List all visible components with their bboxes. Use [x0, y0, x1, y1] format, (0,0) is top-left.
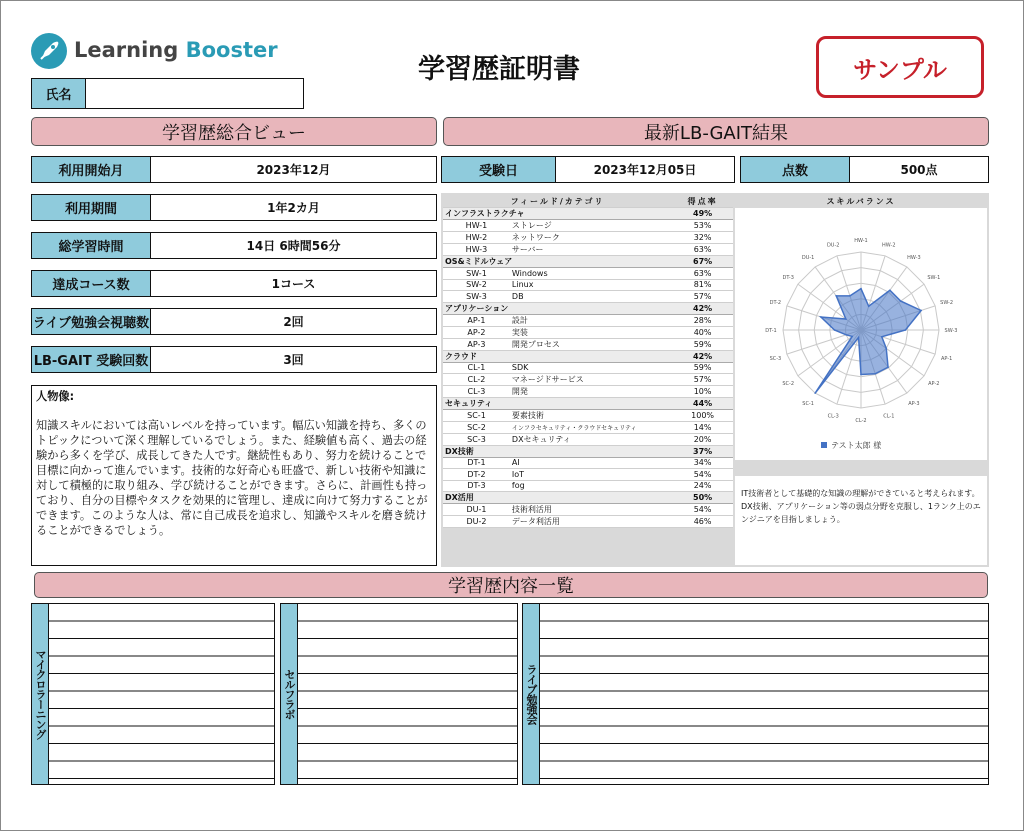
category-row — [443, 445, 733, 457]
item-name: ストレージ — [510, 220, 672, 232]
item-name: マネージドサービス — [510, 374, 672, 386]
radar-axis-label: SC-3 — [769, 355, 782, 362]
category-row — [443, 302, 733, 314]
table-row — [443, 457, 733, 469]
item-code: AP-1 — [443, 314, 510, 326]
score-label: 点数 — [740, 156, 850, 183]
start-month-value: 2023年12月 — [150, 156, 437, 183]
profile-text: 知識スキルにおいては高いレベルを持っています。幅広い知識を持ち、多くのトピックについて深く理解しているでしょう。また、経験値も高く、過去の経験から多くを学び、成長してきた人です。継続性もあり、努力を続けることで目標に向かって進んでいます。技術的な好奇心も旺盛で、新しい技術や知識に対して積極的に取り組み、学び続けることができます。さらに、計画性も持っており、自分の目標やタスクを効果的に管理し、達成に向けて努力することができます。このような人は、常に自己成長を追求し、知識やスキルを磨き続けることができるでしょう。 — [36, 419, 428, 537]
item-code: AP-2 — [443, 326, 510, 338]
item-score: 54% — [672, 469, 733, 481]
table-row — [443, 326, 733, 338]
radar-point — [858, 337, 860, 339]
item-name: 設計 — [510, 314, 672, 326]
item-name: DB — [510, 291, 672, 303]
item-name: AI — [510, 457, 672, 469]
radar-axis-label: CL-3 — [827, 413, 839, 420]
item-score: 40% — [672, 326, 733, 338]
score-value: 500点 — [849, 156, 989, 183]
radar-point — [900, 300, 902, 302]
profile-box — [31, 385, 437, 566]
table-row — [443, 314, 733, 326]
name-value — [85, 78, 304, 109]
item-name: IoT — [510, 469, 672, 481]
selflab-list — [297, 603, 518, 785]
category-name: OS&ミドルウェア — [443, 256, 672, 268]
item-score: 63% — [672, 244, 733, 256]
item-score: 46% — [672, 516, 733, 528]
item-name: DXセキュリティ — [510, 433, 672, 445]
legend-label: テスト太郎 様 — [831, 441, 882, 450]
radar-axis-label: AP-1 — [940, 355, 953, 362]
item-score: 81% — [672, 279, 733, 291]
item-name: ネットワーク — [510, 232, 672, 244]
item-score: 32% — [672, 232, 733, 244]
radar-point — [814, 392, 816, 394]
brand-text-part2: Booster — [185, 38, 278, 62]
radar-axis-label: SC-2 — [782, 380, 795, 387]
item-code: CL-1 — [443, 362, 510, 374]
radar-axis-label: DT-3 — [782, 275, 794, 282]
field-score-table — [443, 196, 733, 528]
item-name: SDK — [510, 362, 672, 374]
table-row — [443, 338, 733, 350]
radar-axis-label: DT-2 — [769, 300, 782, 307]
exam-date-label: 受験日 — [441, 156, 556, 183]
radar-point — [835, 295, 837, 297]
radar-axis-label: SW-2 — [940, 300, 954, 307]
usage-period-label: 利用期間 — [31, 194, 151, 221]
live-study-list — [539, 603, 989, 785]
gait-count-value: 3回 — [150, 346, 437, 373]
item-score: 59% — [672, 362, 733, 374]
table-row — [443, 268, 733, 280]
radar-title: スキルバランス — [826, 197, 896, 206]
radar-axis-label: DU-1 — [801, 255, 815, 262]
live-sessions-value: 2回 — [150, 308, 437, 335]
item-code: SC-3 — [443, 433, 510, 445]
live-study-label: ライブ勉強会 — [522, 603, 540, 785]
category-name: DX技術 — [443, 445, 672, 457]
total-time-value: 14日 6時間56分 — [150, 232, 437, 259]
category-name: アプリケーション — [443, 302, 672, 314]
gait-comment: IT技術者として基礎的な知識の理解ができていると考えられます。DX技術、アプリケーション等の弱点分野を克服し、1ランク上のエンジニアを目指しましょう。 — [735, 476, 987, 565]
radar-point — [834, 329, 836, 331]
category-row — [443, 492, 733, 504]
radar-axis-label: HW-2 — [882, 242, 896, 249]
radar-point — [849, 295, 851, 297]
item-code: SC-1 — [443, 410, 510, 422]
microlearning-label: マイクロラーニング — [31, 603, 49, 785]
radar-axis-label: AP-2 — [928, 380, 940, 387]
radar-point — [885, 348, 887, 350]
radar-axis-label: CL-2 — [855, 418, 867, 424]
item-name: 技術利活用 — [510, 504, 672, 516]
category-score: 44% — [672, 398, 733, 410]
item-code: SC-2 — [443, 422, 510, 434]
radar-svg — [735, 208, 987, 460]
item-score: 14% — [672, 422, 733, 434]
brand-text-part1: Learning — [74, 38, 186, 62]
item-score: 57% — [672, 374, 733, 386]
sample-stamp: サンプル — [816, 36, 984, 98]
radar-chart — [735, 208, 987, 460]
item-code: CL-3 — [443, 386, 510, 398]
microlearning-list — [48, 603, 275, 785]
category-row — [443, 350, 733, 362]
table-row — [443, 433, 733, 445]
table-row — [443, 469, 733, 481]
radar-axis-label: SW-3 — [944, 328, 958, 334]
table-row — [443, 362, 733, 374]
item-score: 28% — [672, 314, 733, 326]
item-name: Windows — [510, 268, 672, 280]
item-name: Linux — [510, 279, 672, 291]
profile-title: 人物像: — [36, 390, 75, 403]
category-score: 49% — [672, 208, 733, 220]
radar-point — [845, 334, 847, 336]
page-title: 学習歴証明書 — [418, 54, 580, 85]
item-code: DU-1 — [443, 504, 510, 516]
total-time-label: 総学習時間 — [31, 232, 151, 259]
radar-point — [851, 336, 853, 338]
table-row — [443, 422, 733, 434]
item-score: 53% — [672, 220, 733, 232]
item-name: 要素技術 — [510, 410, 672, 422]
category-name: インフラストラクチャ — [443, 208, 672, 220]
category-score: 37% — [672, 445, 733, 457]
start-month-label: 利用開始月 — [31, 156, 151, 183]
table-row — [443, 386, 733, 398]
gait-count-label: LB-GAIT 受験回数 — [31, 346, 151, 373]
table-row — [443, 516, 733, 528]
radar-point — [905, 329, 907, 331]
category-score: 50% — [672, 492, 733, 504]
item-score: 24% — [672, 480, 733, 492]
table-row — [443, 244, 733, 256]
category-name: セキュリティ — [443, 398, 672, 410]
item-score: 63% — [672, 268, 733, 280]
item-code: DU-2 — [443, 516, 510, 528]
item-code: SW-2 — [443, 279, 510, 291]
item-score: 10% — [672, 386, 733, 398]
radar-series-area — [815, 289, 921, 393]
item-code: HW-3 — [443, 244, 510, 256]
radar-axis-label: DU-2 — [826, 242, 840, 249]
radar-point — [889, 289, 891, 291]
item-name: サーバー — [510, 244, 672, 256]
radar-point — [820, 316, 822, 318]
item-name: 実装 — [510, 326, 672, 338]
item-code: SW-1 — [443, 268, 510, 280]
usage-period-value: 1年2カ月 — [150, 194, 437, 221]
item-code: CL-2 — [443, 374, 510, 386]
table-row — [443, 291, 733, 303]
table-row — [443, 480, 733, 492]
selflab-label: セルフラボ — [280, 603, 298, 785]
table-row — [443, 374, 733, 386]
category-row — [443, 398, 733, 410]
radar-point — [845, 318, 847, 320]
radar-axis-label: SC-1 — [802, 400, 814, 407]
gait-header: 最新LB-GAIT結果 — [443, 117, 989, 146]
history-header: 学習歴内容一覧 — [34, 572, 988, 598]
category-name: DX活用 — [443, 492, 672, 504]
brand-logo — [74, 38, 278, 62]
table-row — [443, 232, 733, 244]
radar-point — [874, 373, 876, 375]
item-name: インフラセキュリティ・クラウドセキュリティ — [510, 422, 672, 434]
table-header-row — [443, 196, 733, 208]
category-score: 67% — [672, 256, 733, 268]
item-score: 59% — [672, 338, 733, 350]
item-score: 54% — [672, 504, 733, 516]
category-row — [443, 208, 733, 220]
item-name: 開発 — [510, 386, 672, 398]
rocket-icon — [31, 33, 67, 69]
courses-label: 達成コース数 — [31, 270, 151, 297]
category-name: クラウド — [443, 350, 672, 362]
radar-point — [860, 288, 862, 290]
radar-point — [887, 366, 889, 368]
item-name: 開発プロセス — [510, 338, 672, 350]
item-code: HW-2 — [443, 232, 510, 244]
item-score: 34% — [672, 457, 733, 469]
live-sessions-label: ライブ勉強会視聴数 — [31, 308, 151, 335]
radar-point — [920, 310, 922, 312]
category-score: 42% — [672, 350, 733, 362]
radar-axis-label: SW-1 — [927, 275, 941, 282]
radar-axis-label: AP-3 — [908, 400, 920, 407]
item-code: SW-3 — [443, 291, 510, 303]
radar-point — [881, 336, 883, 338]
courses-value: 1コース — [150, 270, 437, 297]
radar-axis-label: HW-3 — [907, 255, 921, 262]
table-row — [443, 220, 733, 232]
radar-axis-label: HW-1 — [854, 238, 868, 244]
item-name: fog — [510, 480, 672, 492]
table-header-score: 得点率 — [672, 196, 733, 208]
radar-axis-label: CL-1 — [883, 413, 895, 420]
exam-date-value: 2023年12月05日 — [555, 156, 735, 183]
item-name: データ利活用 — [510, 516, 672, 528]
table-row — [443, 504, 733, 516]
radar-axis-label: DT-1 — [765, 328, 777, 334]
legend-swatch — [821, 442, 827, 448]
table-row — [443, 410, 733, 422]
item-code: DT-2 — [443, 469, 510, 481]
category-score: 42% — [672, 302, 733, 314]
category-row — [443, 256, 733, 268]
item-score: 57% — [672, 291, 733, 303]
item-code: DT-3 — [443, 480, 510, 492]
item-code: DT-1 — [443, 457, 510, 469]
radar-point — [868, 305, 870, 307]
radar-point — [860, 374, 862, 376]
overview-header: 学習歴総合ビュー — [31, 117, 437, 146]
item-score: 20% — [672, 433, 733, 445]
item-score: 100% — [672, 410, 733, 422]
table-header-field: フィールド/カテゴリ — [443, 196, 672, 208]
table-row — [443, 279, 733, 291]
item-code: HW-1 — [443, 220, 510, 232]
name-label: 氏名 — [31, 78, 86, 109]
item-code: AP-3 — [443, 338, 510, 350]
